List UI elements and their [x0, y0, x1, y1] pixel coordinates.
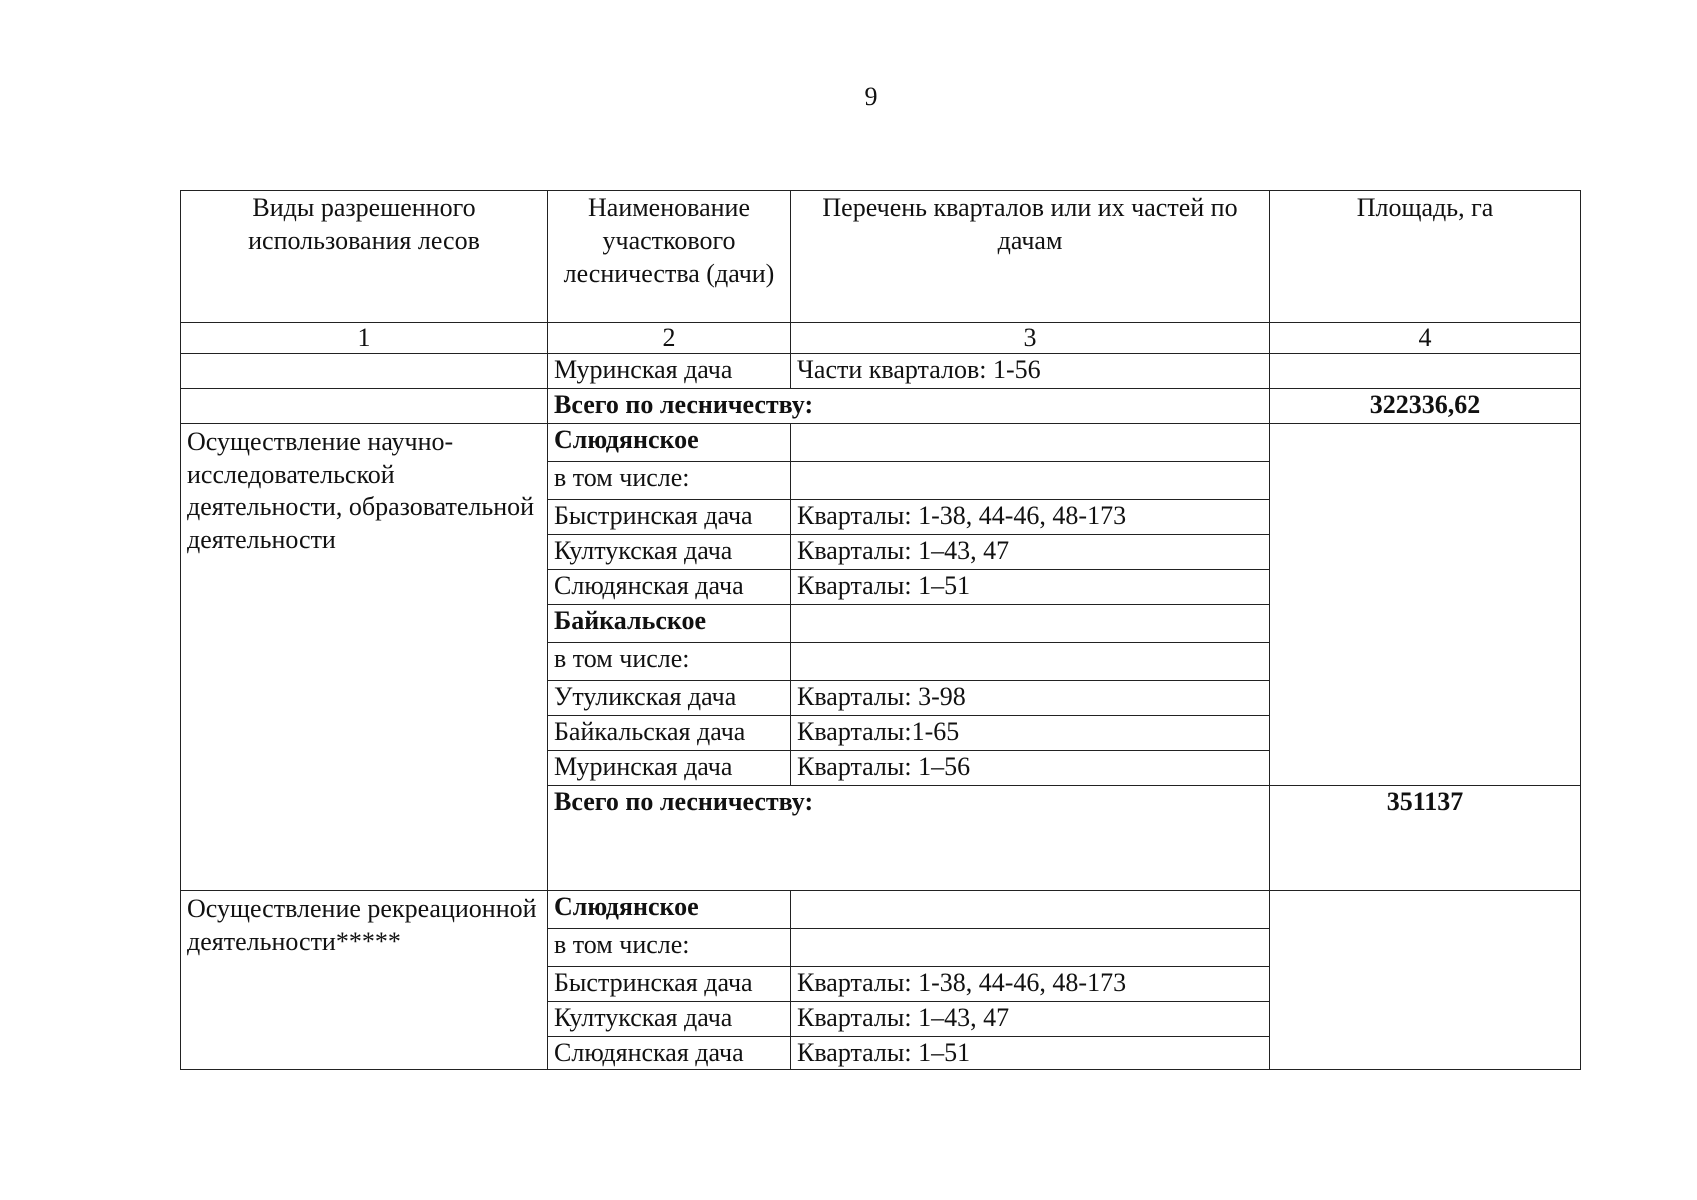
table-header-row	[181, 191, 1581, 323]
forestry-name-cell: Муринская дача	[548, 354, 791, 389]
forestry-group-name: Байкальское	[548, 605, 791, 643]
use-kind-cell: Осуществление научно-исследовательской деятельности, образовательной деятельности	[181, 424, 548, 891]
forestry-name-cell: Култукская дача	[548, 535, 791, 570]
forestry-name-cell: Быстринская дача	[548, 967, 791, 1002]
including-label: в том числе:	[548, 643, 791, 681]
quarters-cell: Кварталы: 1–43, 47	[791, 1002, 1270, 1037]
header-area: Площадь, га	[1270, 191, 1581, 323]
quarters-cell	[791, 929, 1270, 967]
quarters-cell: Кварталы: 1–51	[791, 1037, 1270, 1070]
quarters-cell: Кварталы: 1–43, 47	[791, 535, 1270, 570]
quarters-cell: Кварталы: 1-38, 44-46, 48-173	[791, 500, 1270, 535]
including-label: в том числе:	[548, 462, 791, 500]
forestry-group-name: Слюдянское	[548, 891, 791, 929]
quarters-cell	[791, 462, 1270, 500]
column-number: 1	[181, 323, 548, 354]
quarters-cell: Кварталы: 1–56	[791, 751, 1270, 786]
quarters-cell: Кварталы: 1-38, 44-46, 48-173	[791, 967, 1270, 1002]
column-number: 2	[548, 323, 791, 354]
quarters-cell: Части кварталов: 1-56	[791, 354, 1270, 389]
quarters-cell	[791, 643, 1270, 681]
column-number: 4	[1270, 323, 1581, 354]
forestry-name-cell: Утуликская дача	[548, 681, 791, 716]
forestry-group-name: Слюдянское	[548, 424, 791, 462]
header-use-kind: Виды разрешенного использования лесов	[181, 191, 548, 323]
forestry-name-cell: Муринская дача	[548, 751, 791, 786]
header-quarters-list: Перечень кварталов или их частей по дачам	[791, 191, 1270, 323]
table-row	[181, 389, 1581, 424]
total-area-value: 351137	[1270, 786, 1581, 891]
forestry-name-cell: Слюдянская дача	[548, 570, 791, 605]
column-number-row	[181, 323, 1581, 354]
table-row	[181, 891, 1581, 929]
forestry-name-cell: Слюдянская дача	[548, 1037, 791, 1070]
area-cell	[1270, 424, 1581, 786]
quarters-cell	[791, 424, 1270, 462]
quarters-cell: Кварталы:1-65	[791, 716, 1270, 751]
total-area-value: 322336,62	[1270, 389, 1581, 424]
total-label: Всего по лесничеству:	[548, 786, 1270, 891]
quarters-cell: Кварталы: 3-98	[791, 681, 1270, 716]
forestry-name-cell: Култукская дача	[548, 1002, 791, 1037]
quarters-cell: Кварталы: 1–51	[791, 570, 1270, 605]
forestry-name-cell: Байкальская дача	[548, 716, 791, 751]
quarters-cell	[791, 891, 1270, 929]
column-number: 3	[791, 323, 1270, 354]
header-forestry-name: Наименование участкового лесничества (дачи)	[548, 191, 791, 323]
page-number: 9	[864, 82, 878, 111]
table-row	[181, 354, 1581, 389]
area-cell	[1270, 891, 1581, 1070]
use-kind-cell	[181, 389, 548, 424]
area-cell	[1270, 354, 1581, 389]
use-kind-cell	[181, 354, 548, 389]
forest-use-table	[180, 190, 1581, 1070]
including-label: в том числе:	[548, 929, 791, 967]
forestry-name-cell: Быстринская дача	[548, 500, 791, 535]
total-label: Всего по лесничеству:	[548, 389, 1270, 424]
use-kind-cell: Осуществление рекреационной деятельности*****	[181, 891, 548, 1070]
table-row	[181, 424, 1581, 462]
quarters-cell	[791, 605, 1270, 643]
